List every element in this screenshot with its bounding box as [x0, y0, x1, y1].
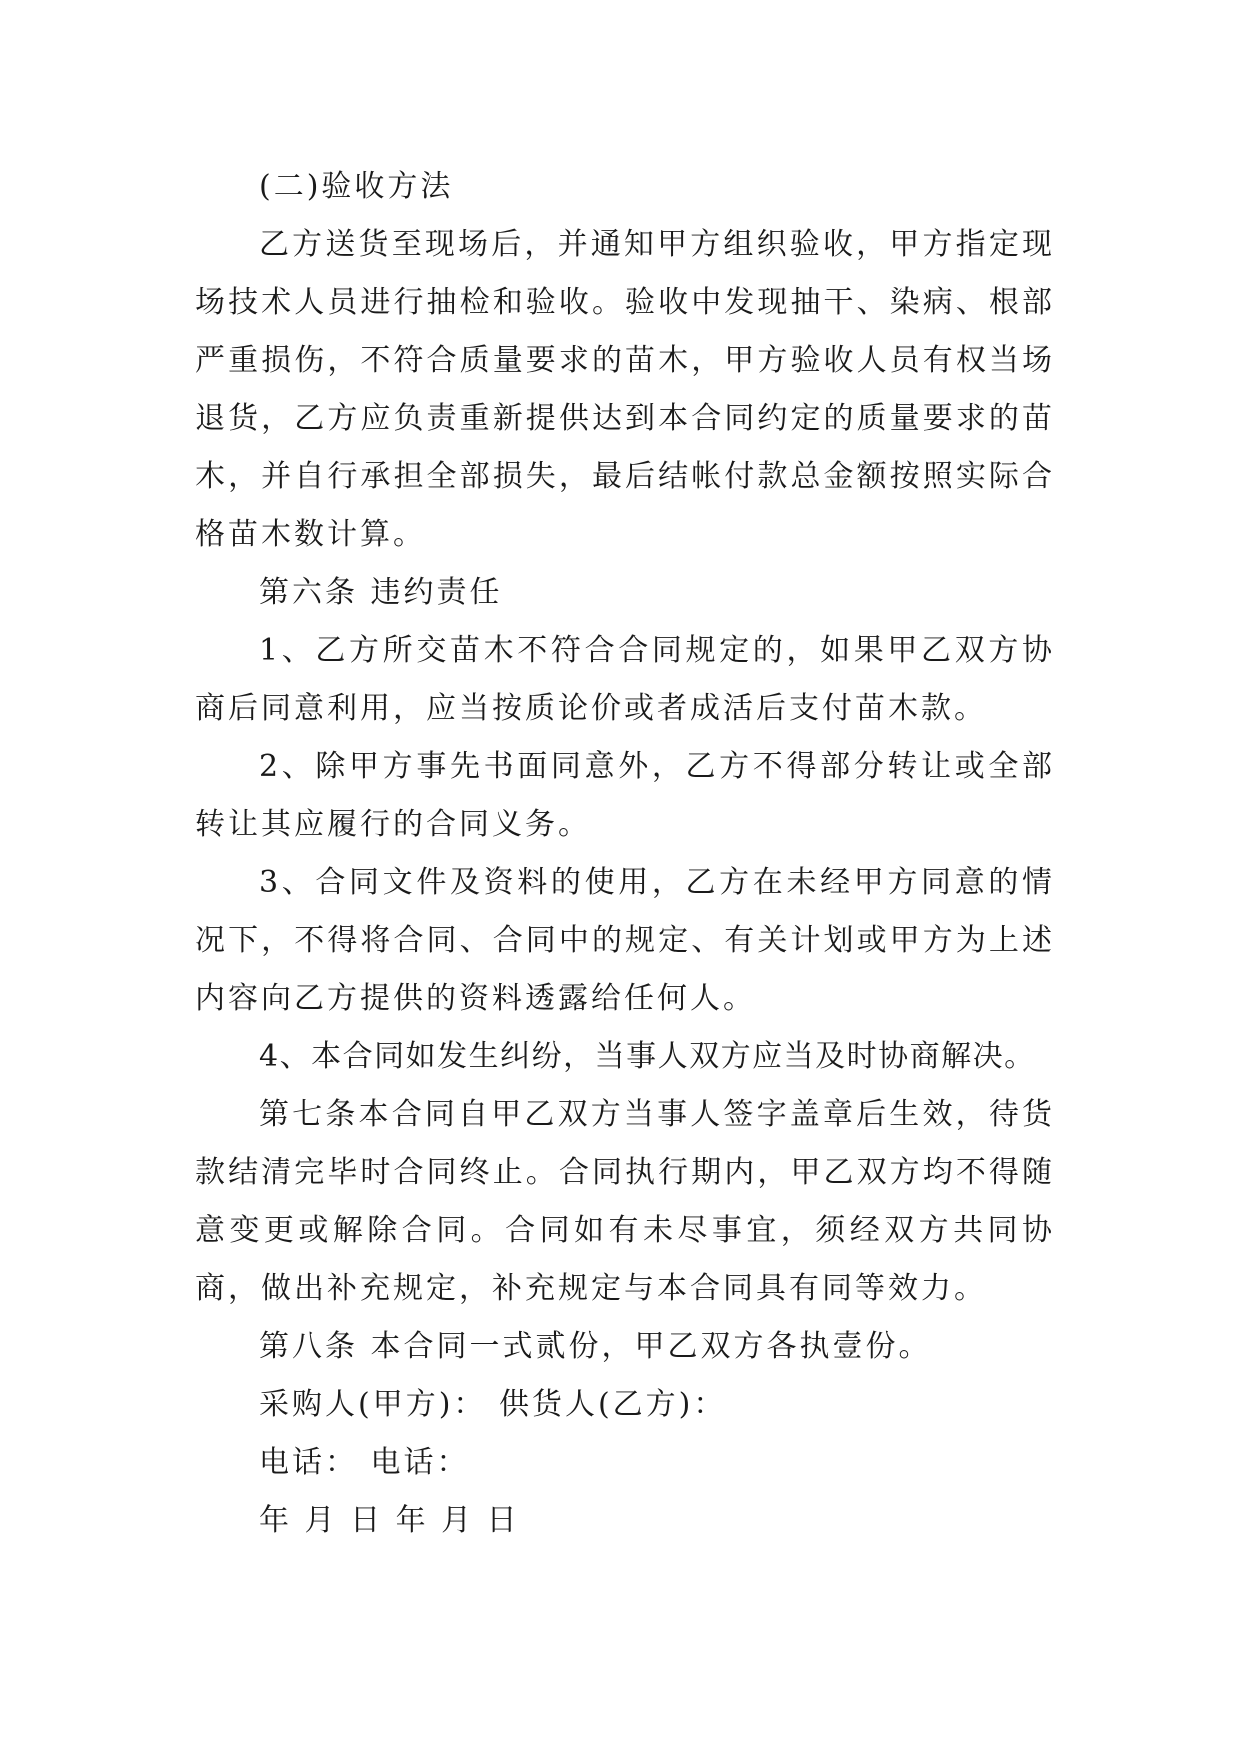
signature-parties-line: 采购人(甲方)： 供货人(乙方)：	[259, 1387, 727, 1422]
contract-body	[195, 158, 1055, 1550]
article-7: 第七条本合同自甲乙双方当事人签字盖章后生效，待货款结清完毕时合同终止。合同执行期内，甲乙双方均不得随意变更或解除合同。合同如有未尽事宜，须经双方共同协商，做出补充规定，补充规定与本合同具有同等效力。	[195, 1097, 1055, 1306]
article-8: 第八条 本合同一式贰份，甲乙双方各执壹份。	[259, 1329, 932, 1364]
clause-1: 1、乙方所交苗木不符合合同规定的，如果甲乙双方协商后同意利用，应当按质论价或者成活后支付苗木款。	[195, 633, 1055, 726]
section-heading-acceptance-method: (二)验收方法	[259, 169, 454, 204]
paragraph-acceptance-procedure: 乙方送货至现场后，并通知甲方组织验收，甲方指定现场技术人员进行抽检和验收。验收中发现抽干、染病、根部严重损伤，不符合质量要求的苗木，甲方验收人员有权当场退货，乙方应负责重新提供达到本合同约定的质量要求的苗木，并自行承担全部损失，最后结帐付款总金额按照实际合格苗木数计算。	[195, 227, 1055, 552]
signature-phone-line: 电话： 电话：	[259, 1445, 470, 1480]
clause-2: 2、除甲方事先书面同意外，乙方不得部分转让或全部转让其应履行的合同义务。	[195, 749, 1055, 842]
clause-4: 4、本合同如发生纠纷，当事人双方应当及时协商解决。	[259, 1039, 1036, 1074]
article-heading-liability: 第六条 违约责任	[259, 575, 503, 610]
signature-date-line: 年 月 日 年 月 日	[259, 1503, 520, 1538]
clause-3: 3、合同文件及资料的使用，乙方在未经甲方同意的情况下，不得将合同、合同中的规定、有关计划或甲方为上述内容向乙方提供的资料透露给任何人。	[195, 865, 1055, 1016]
